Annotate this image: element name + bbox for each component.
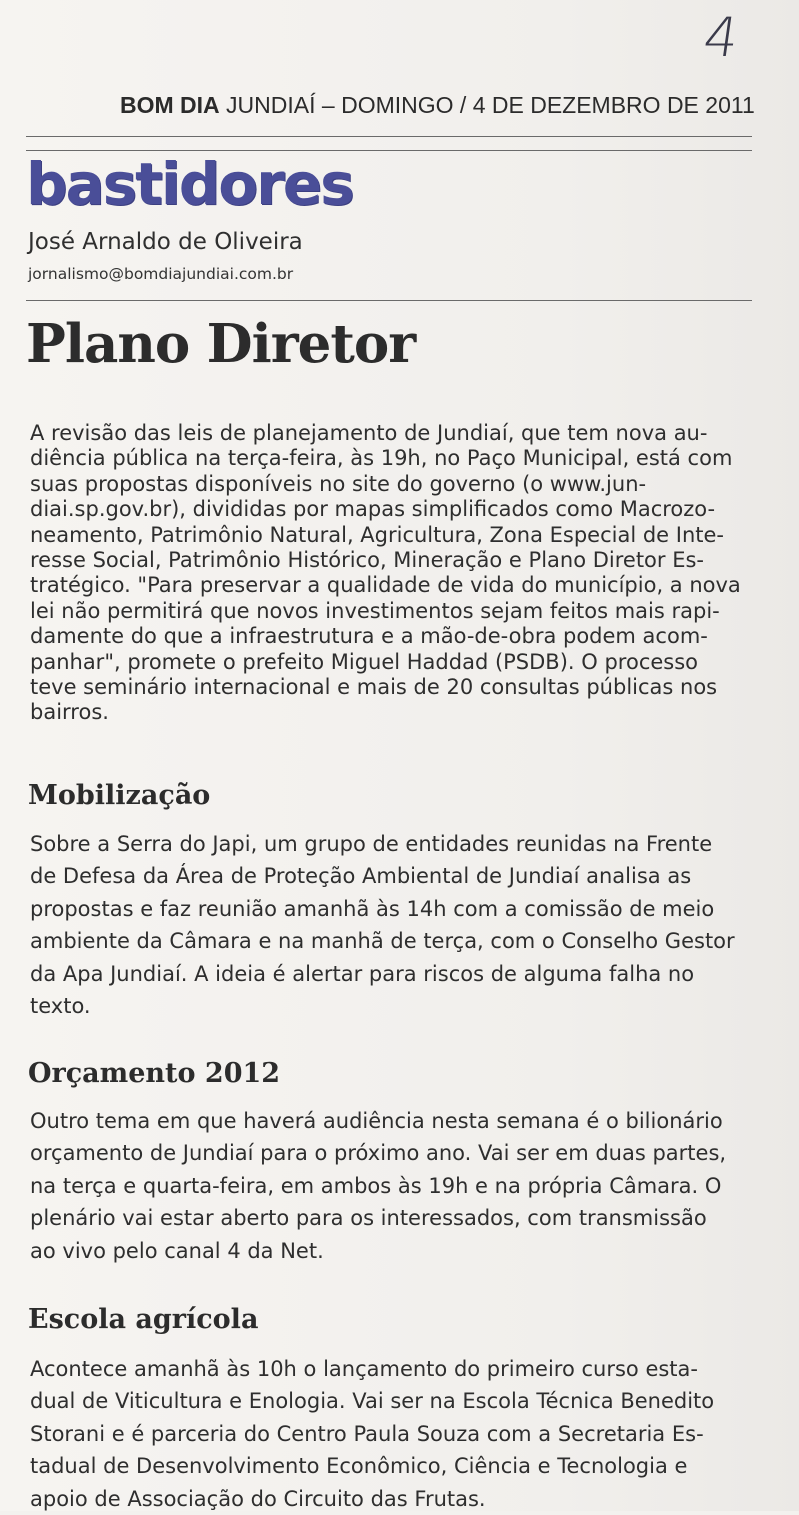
text-line: Outro tema em que haverá audiência nesta semana é o bilionário: [30, 1109, 723, 1133]
masthead-dateline: JUNDIAÍ – DOMINGO / 4 DE DEZEMBRO DE 2011: [219, 92, 755, 118]
masthead-brand: BOM DIA: [120, 92, 220, 118]
text-line: diai.sp.gov.br), divididas por mapas simplificados como Macrozo-: [30, 497, 716, 522]
text-line: resse Social, Patrimônio Histórico, Mineração e Plano Diretor Es-: [30, 548, 704, 573]
subheading-orcamento: Orçamento 2012: [28, 1058, 281, 1089]
text-line: apoio de Associação do Circuito das Frutas.: [30, 1486, 486, 1511]
text-line: tadual de Desenvolvimento Econômico, Ciência e Tecnologia e: [30, 1454, 688, 1479]
text-line: texto.: [30, 994, 91, 1019]
text-line: Acontece amanhã às 10h o lançamento do primeiro curso esta-: [30, 1357, 698, 1381]
masthead: [120, 92, 756, 119]
text-line: diência pública na terça-feira, às 19h, no Paço Municipal, está com: [30, 446, 733, 471]
text-line: teve seminário internacional e mais de 20 consultas públicas nos: [30, 675, 718, 700]
section-body-mobilizacao: [30, 828, 748, 1022]
text-line: orçamento de Jundiaí para o próximo ano. Vai ser em duas partes,: [30, 1141, 727, 1166]
text-line: Storani e é parceria do Centro Paula Souza com a Secretaria Es-: [30, 1421, 704, 1446]
divider: [26, 300, 752, 301]
section-title: bastidores: [26, 150, 353, 218]
subheading-mobilizacao: Mobilização: [28, 780, 211, 811]
text-line: da Apa Jundiaí. A ideia é alertar para riscos de alguma falha no: [30, 961, 695, 986]
text-line: propostas e faz reunião amanhã às 14h com a comissão de meio: [30, 896, 715, 921]
text-line: neamento, Patrimônio Natural, Agricultura, Zona Especial de Inte-: [30, 522, 725, 547]
text-line: ao vivo pelo canal 4 da Net.: [30, 1238, 324, 1263]
author-name: José Arnaldo de Oliveira: [28, 229, 303, 255]
text-line: Sobre a Serra do Japi, um grupo de entidades reunidas na Frente: [30, 832, 713, 856]
subheading-escola: Escola agrícola: [28, 1304, 259, 1335]
text-line: dual de Viticultura e Enologia. Vai ser na Escola Técnica Benedito: [30, 1389, 715, 1414]
section-body-orcamento: [30, 1105, 748, 1267]
text-line: tratégico. "Para preservar a qualidade de vida do município, a nova: [30, 573, 741, 598]
text-line: lei não permitirá que novos investimentos sejam feitos mais rapi-: [30, 598, 720, 623]
article-intro: [30, 421, 748, 726]
text-line: de Defesa da Área de Proteção Ambiental de Jundiaí analisa as: [30, 864, 692, 889]
page-number: 4: [699, 6, 743, 69]
text-line: A revisão das leis de planejamento de Jundiaí, que tem nova au-: [30, 421, 708, 445]
author-email: jornalismo@bomdiajundiai.com.br: [28, 265, 294, 283]
text-line: damente do que a infraestrutura e a mão-de-obra podem acom-: [30, 624, 708, 649]
article-headline: Plano Diretor: [26, 313, 416, 375]
text-line: bairros.: [30, 700, 109, 725]
text-line: ambiente da Câmara e na manhã de terça, com o Conselho Gestor: [30, 929, 735, 954]
text-line: na terça e quarta-feira, em ambos às 19h e na própria Câmara. O: [30, 1173, 722, 1198]
text-line: panhar", promete o prefeito Miguel Haddad (PSDB). O processo: [30, 649, 699, 674]
text-line: plenário vai estar aberto para os interessados, com transmissão: [30, 1206, 707, 1231]
text-line: suas propostas disponíveis no site do governo (o www.jun-: [30, 471, 647, 496]
divider: [26, 136, 752, 137]
section-body-escola: [30, 1353, 748, 1515]
